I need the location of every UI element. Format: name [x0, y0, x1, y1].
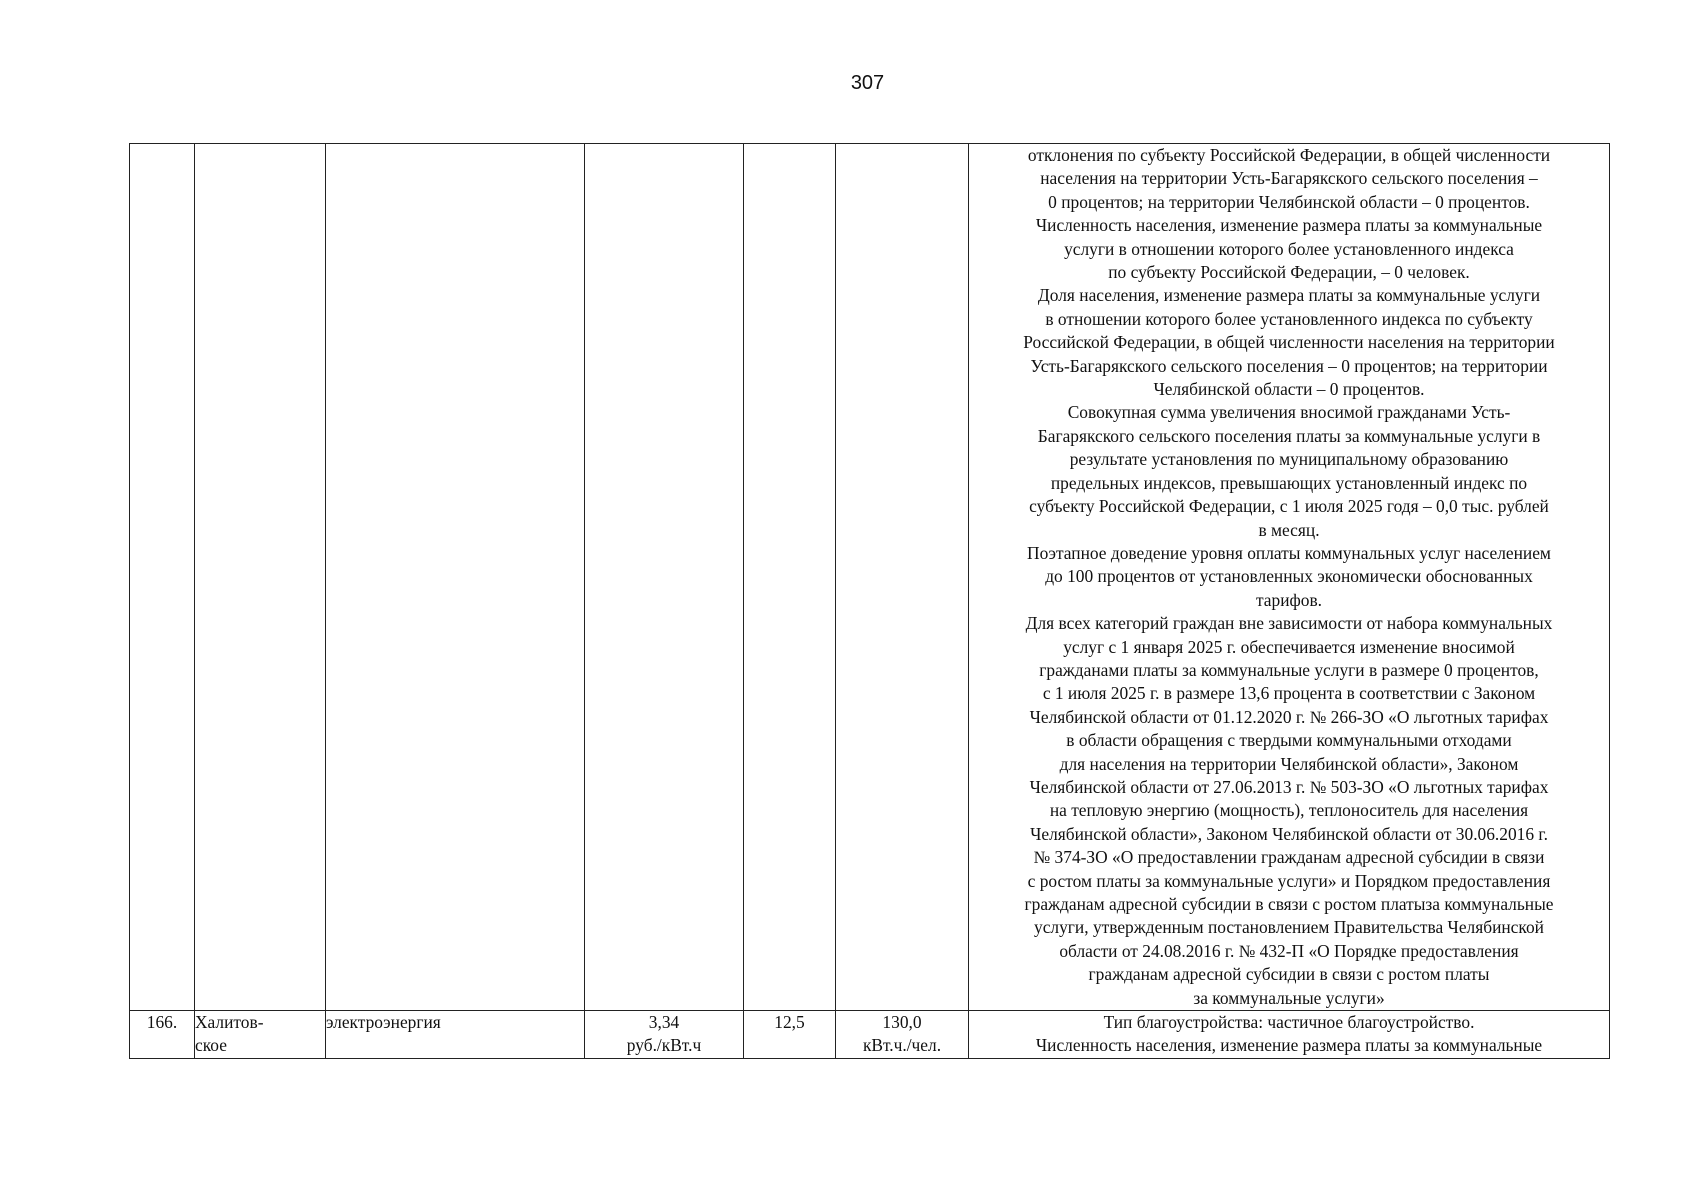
- description-line: гражданам адресной субсидии в связи с ростом платыза коммунальные: [1024, 894, 1554, 914]
- cell-service: электроэнергия: [326, 1011, 585, 1059]
- table-row-166: [130, 1011, 1610, 1059]
- description-line: населения на территории Усть-Багарякского сельского поселения –: [1040, 168, 1538, 189]
- description-line: области от 24.08.2016 г. № 432-П «О Порядке предоставления: [1059, 940, 1519, 961]
- description-line: Усть-Багарякского сельского поселения – 0 процентов; на территории: [1030, 355, 1548, 376]
- norm-unit: кВт.ч./чел.: [862, 1035, 942, 1056]
- description-line: Поэтапное доведение уровня оплаты коммунальных услуг населением: [1027, 542, 1551, 563]
- description-line: Челябинской области – 0 процентов.: [1153, 379, 1425, 400]
- cell-norm: [836, 1011, 969, 1059]
- cell-tariff: [585, 1011, 744, 1059]
- description-line: за коммунальные услуги»: [1193, 987, 1385, 1008]
- description-line: по субъекту Российской Федерации, – 0 человек.: [1108, 262, 1470, 283]
- description-line: Челябинской области от 27.06.2013 г. № 503-ЗО «О льготных тарифах: [1029, 776, 1549, 797]
- description-line: в отношении которого более установленного индекса по субъекту: [1045, 308, 1533, 329]
- description-line: до 100 процентов от установленных экономически обоснованных: [1045, 566, 1533, 587]
- description-line: в месяц.: [1258, 519, 1320, 540]
- description-line: Численность населения, изменение размера платы за коммунальные: [1035, 215, 1543, 236]
- description-line: Тип благоустройства: частичное благоустройство.: [1103, 1012, 1475, 1033]
- cell-municipality: [195, 144, 326, 1011]
- description-line: Челябинской области», Законом Челябинской области от 30.06.2016 г.: [1030, 823, 1548, 844]
- cell-tariff: [585, 144, 744, 1011]
- description-line: Доля населения, изменение размера платы за коммунальные услуги: [1037, 285, 1541, 306]
- description-line: Челябинской области от 01.12.2020 г. № 266-ЗО «О льготных тарифах: [1029, 706, 1549, 727]
- tariff-value: 3,34: [648, 1012, 680, 1033]
- cell-index: [744, 144, 836, 1011]
- cell-index: 12,5: [744, 1011, 836, 1059]
- cell-number: [130, 144, 195, 1011]
- tariff-table: [129, 143, 1610, 1059]
- cell-municipality: [195, 1011, 326, 1059]
- description-line: для населения на территории Челябинской области», Законом: [1059, 753, 1519, 774]
- description-line: гражданам адресной субсидии в связи с ростом платы: [1088, 964, 1490, 985]
- description-line: Совокупная сумма увеличения вносимой гражданами Усть-: [1067, 402, 1511, 423]
- description-line: услуги в отношении которого более установленного индекса: [1064, 238, 1514, 259]
- description-line: Численность населения, изменение размера платы за коммунальные: [1035, 1035, 1543, 1056]
- norm-value: 130,0: [882, 1012, 922, 1033]
- description-line: Для всех категорий граждан вне зависимости от набора коммунальных: [1025, 613, 1553, 634]
- page-number: 307: [850, 72, 885, 94]
- description-line: услуги, утвержденным постановлением Правительства Челябинской: [1034, 917, 1544, 938]
- description-line: № 374-ЗО «О предоставлении гражданам адресной субсидии в связи: [1033, 847, 1545, 868]
- cell-description: [969, 1011, 1610, 1059]
- municipality-line: ское: [195, 1035, 227, 1056]
- description-line: гражданами платы за коммунальные услуги в размере 0 процентов,: [1039, 659, 1539, 680]
- table-row-continuation: [130, 144, 1610, 1011]
- description-line: на тепловую энергию (мощность), теплоноситель для населения: [1049, 800, 1529, 821]
- cell-description: [969, 144, 1610, 1011]
- description-line: результате установления по муниципальному образованию: [1069, 449, 1509, 470]
- description-line: отклонения по субъекту Российской Федерации, в общей численности: [1027, 145, 1551, 165]
- description-line: в области обращения с твердыми коммунальными отходами: [1066, 730, 1512, 751]
- description-line: с ростом платы за коммунальные услуги» и Порядком предоставления: [1027, 870, 1551, 891]
- cell-norm: [836, 144, 969, 1011]
- description-line: услуг с 1 января 2025 г. обеспечивается изменение вносимой: [1063, 636, 1515, 657]
- description-line: Российской Федерации, в общей численности населения на территории: [1023, 332, 1555, 353]
- cell-service: [326, 144, 585, 1011]
- description-line: тарифов.: [1255, 589, 1323, 610]
- description-line: с 1 июля 2025 г. в размере 13,6 процента в соответствии с Законом: [1042, 683, 1536, 704]
- municipality-line: Халитов-: [195, 1012, 264, 1033]
- description-line: субъекту Российской Федерации, с 1 июля 2025 годя – 0,0 тыс. рублей: [1029, 496, 1549, 517]
- description-line: 0 процентов; на территории Челябинской области – 0 процентов.: [1048, 191, 1530, 212]
- tariff-unit: руб./кВт.ч: [626, 1035, 702, 1056]
- description-line: предельных индексов, превышающих установленный индекс по: [1050, 472, 1528, 493]
- description-line: Багарякского сельского поселения платы за коммунальные услуги в: [1037, 425, 1541, 446]
- cell-number: 166.: [130, 1011, 195, 1059]
